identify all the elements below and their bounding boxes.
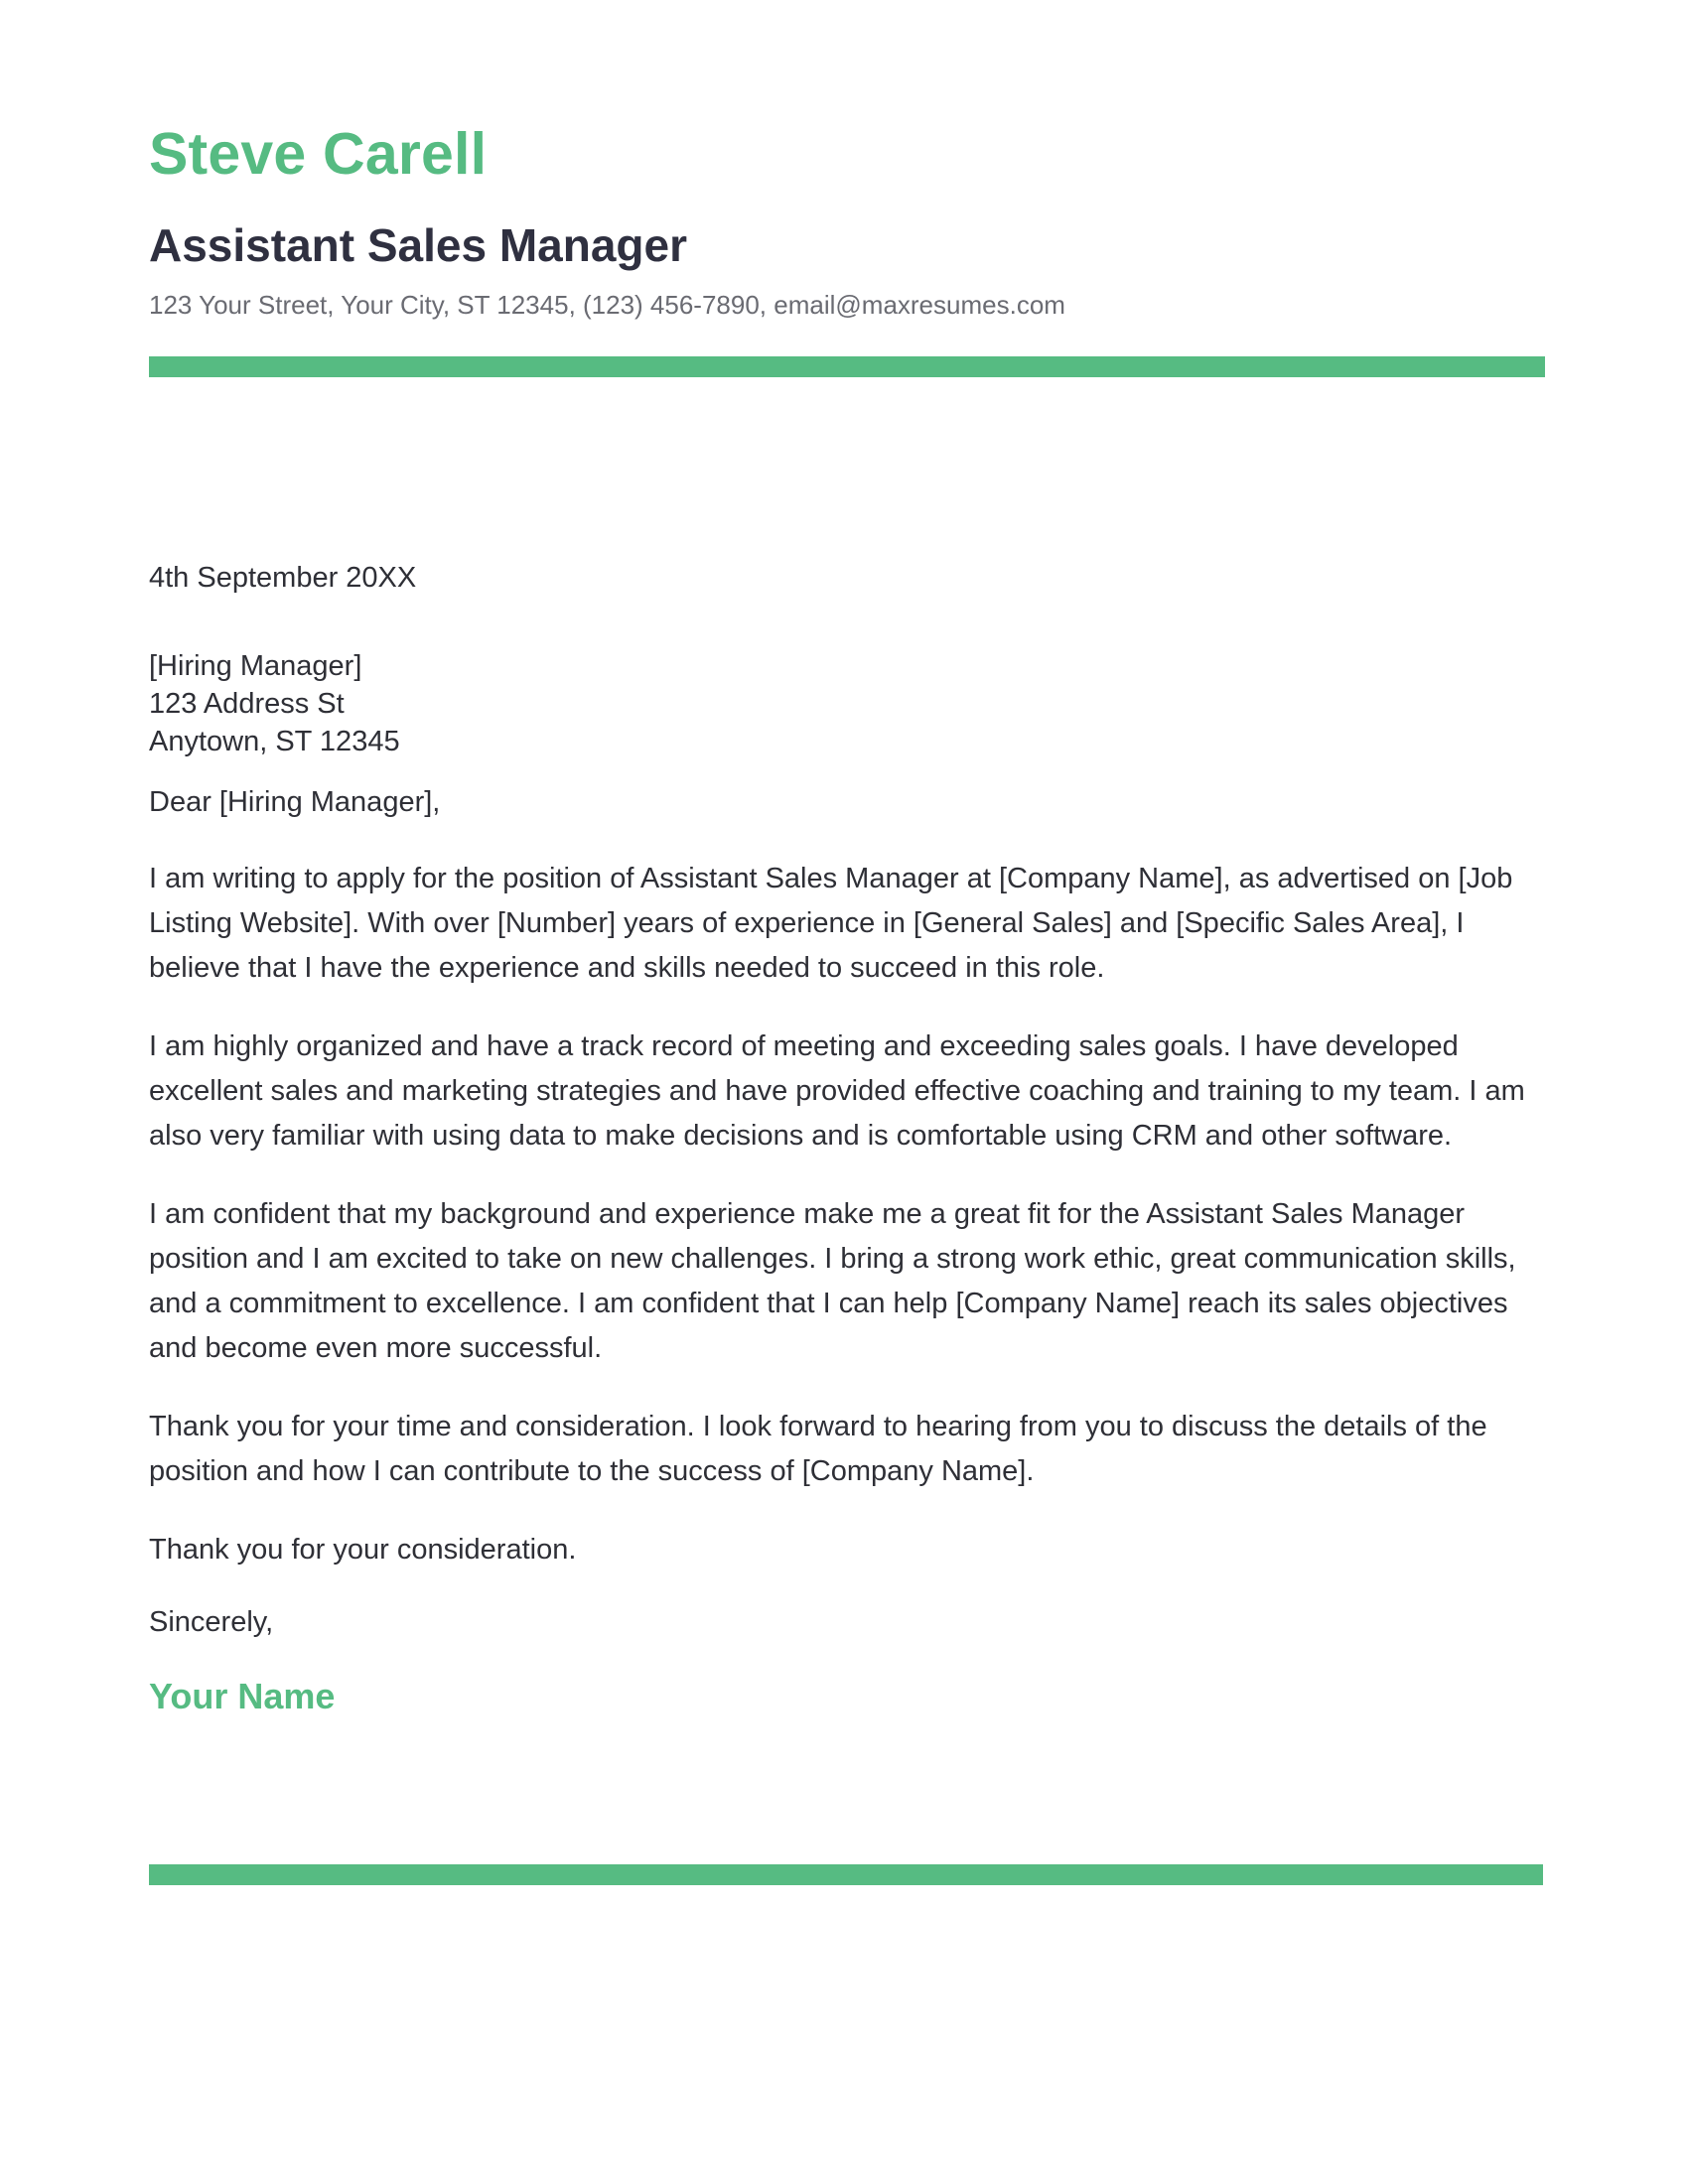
recipient-line: Anytown, ST 12345 — [149, 726, 400, 757]
job-title: Assistant Sales Manager — [149, 219, 688, 271]
signoff: Sincerely, — [149, 1606, 274, 1638]
body-paragraph: I am confident that my background and experience make me a great fit for the Assistant Sales Manager position and I am excited to take on new challenges. I bring a strong work ethic, great communication skills, and a commitment to excellence. I am confident that I can help [Company Name] reach its sales objectives and become even more successful. — [149, 1198, 1516, 1364]
body-paragraph: I am writing to apply for the position of Assistant Sales Manager at [Company Name], as advertised on [Job Listing Website]. With over [Number] years of experience in [General Sales] and [Specific Sales Area], I believe that I have the experience and skills needed to succeed in this role. — [149, 863, 1513, 984]
recipient-address — [149, 647, 1549, 760]
salutation: Dear [Hiring Manager], — [149, 786, 441, 818]
recipient-line: [Hiring Manager] — [149, 650, 362, 682]
letter-date: 4th September 20XX — [149, 562, 417, 594]
closing-line: Thank you for your consideration. — [149, 1534, 577, 1566]
top-divider-bar — [149, 356, 1545, 377]
bottom-divider-bar — [149, 1864, 1543, 1885]
letter-body — [149, 556, 1549, 1716]
contact-info: 123 Your Street, Your City, ST 12345, (123) 456-7890, email@maxresumes.com — [149, 290, 1065, 320]
signature-name: Your Name — [149, 1676, 336, 1716]
body-paragraph: Thank you for your time and consideration. I look forward to hearing from you to discuss the details of the position and how I can contribute to the success of [Company Name]. — [149, 1411, 1487, 1487]
recipient-line: 123 Address St — [149, 688, 345, 720]
body-paragraph: I am highly organized and have a track record of meeting and exceeding sales goals. I have developed excellent sales and marketing strategies and have provided effective coaching and training to my team. I am also very familiar with using data to make decisions and is comfortable using CRM and other software. — [149, 1030, 1525, 1152]
applicant-name: Steve Carell — [149, 121, 488, 187]
